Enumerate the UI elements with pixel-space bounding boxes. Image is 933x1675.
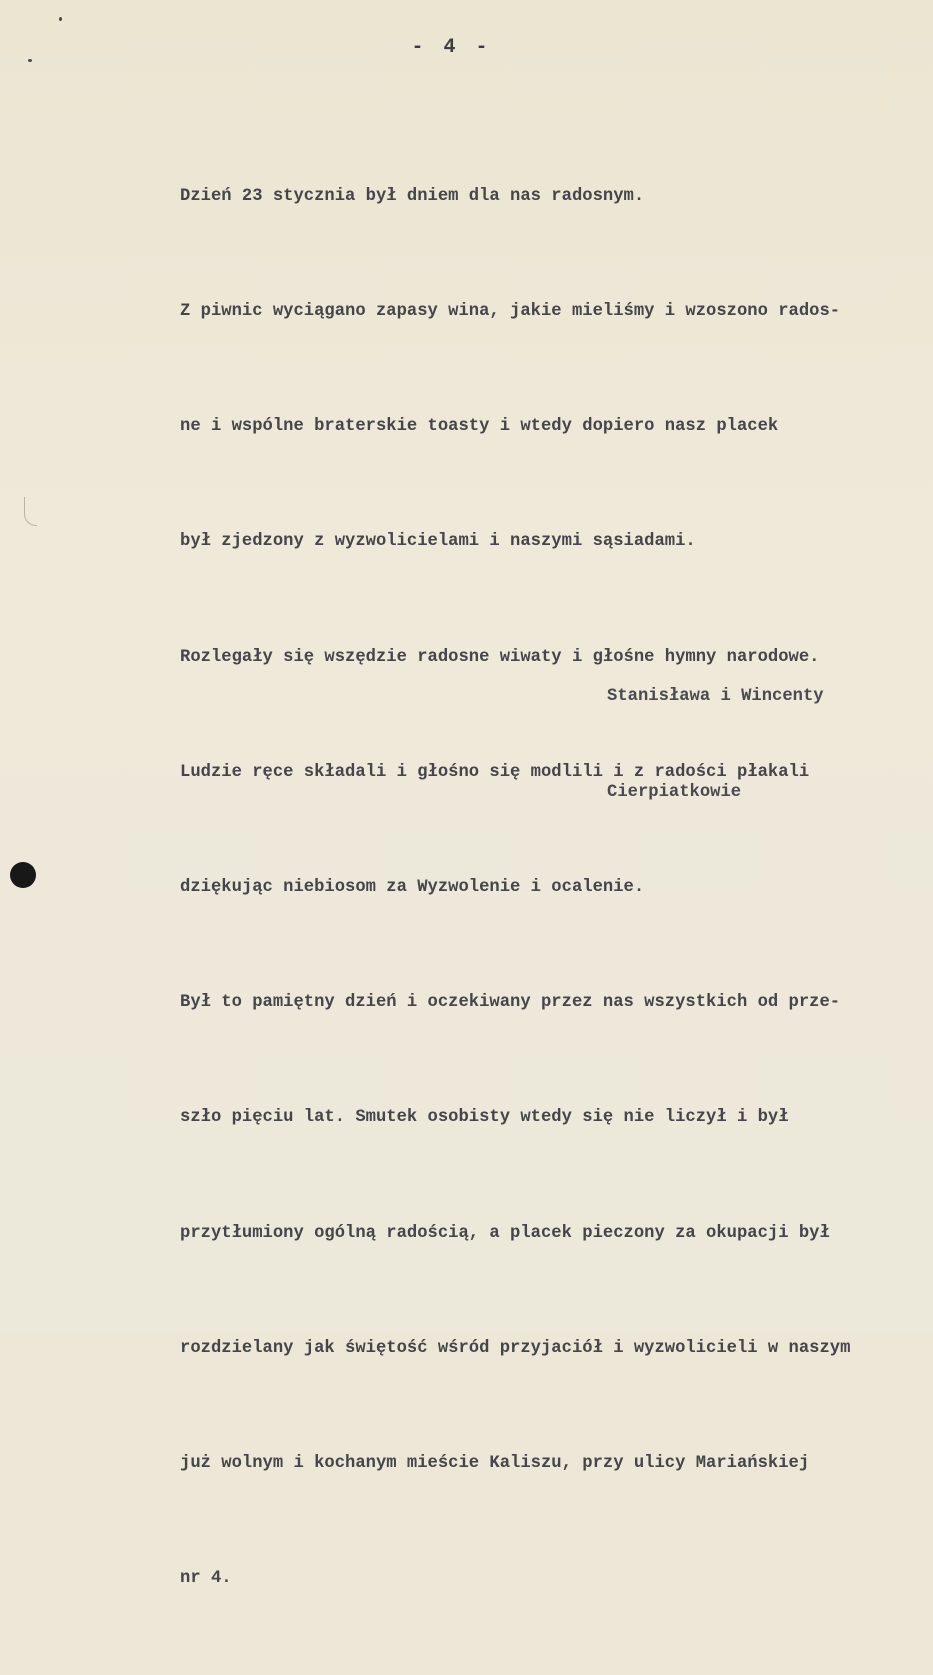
text-line: Dzień 23 stycznia był dniem dla nas radosnym. (180, 186, 645, 206)
ink-speck-icon (28, 59, 32, 62)
page-number: - 4 - (411, 36, 492, 59)
hole-punch-icon (10, 862, 36, 888)
text-line: Rozlegały się wszędzie radosne wiwaty i głośne hymny narodowe. (180, 647, 820, 667)
margin-mark-icon (24, 497, 37, 526)
text-line: Z piwnic wyciągano zapasy wina, jakie mieliśmy i wzoszono rados- (180, 302, 841, 322)
signature-surname: Cierpiatkowie (607, 783, 742, 802)
text-line: przytłumiony ogólną radością, a placek pieczony za okupacji był (180, 1223, 830, 1243)
text-line: ne i wspólne braterskie toasty i wtedy dopiero nasz placek (180, 417, 779, 437)
letter-body (180, 101, 933, 1675)
text-line: już wolnym i kochanym mieście Kaliszu, przy ulicy Mariańskiej (180, 1454, 810, 1474)
text-line: Ludzie ręce składali i głośno się modlili i z radości płakali (180, 762, 810, 782)
ink-speck-icon (59, 17, 62, 21)
text-line: dziękując niebiosom za Wyzwolenie i ocalenie. (180, 878, 645, 898)
signature-block (607, 617, 824, 873)
text-line: szło pięciu lat. Smutek osobisty wtedy się nie liczył i był (180, 1108, 789, 1128)
text-line: Był to pamiętny dzień i oczekiwany przez nas wszystkich od prze- (180, 993, 841, 1013)
text-line: był zjedzony z wyzwolicielami i naszymi sąsiadami. (180, 532, 696, 552)
text-line: rozdzielany jak świętość wśród przyjaciół i wyzwolicieli w naszym (180, 1338, 851, 1358)
text-line: nr 4. (180, 1569, 232, 1589)
signature-names: Stanisława i Wincenty (607, 687, 824, 706)
